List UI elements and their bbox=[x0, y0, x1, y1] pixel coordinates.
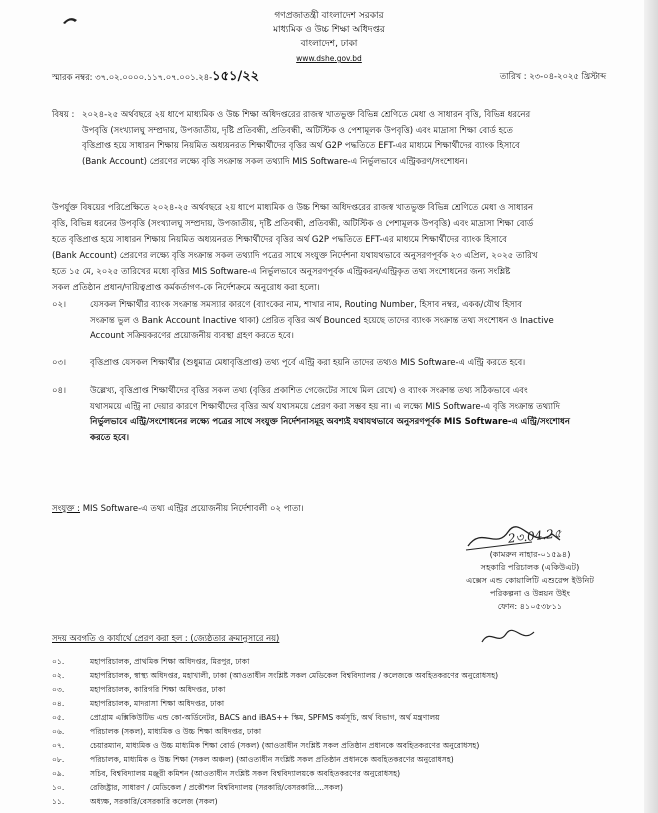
signatory-unit: এক্সেস এন্ড কোয়ালিটি এশুরেন্স ইউনিট bbox=[466, 575, 594, 585]
distribution-text: অধ্যক্ষ, সরকারি/বেসরকারি কলেজ (সকল) bbox=[90, 797, 218, 806]
distribution-heading: সদয় অবগতি ও কার্যার্থে প্রেরণ করা হল : (জ্যেষ্ঠতার ক্রমানুসারে নয়) bbox=[52, 633, 280, 643]
distribution-item bbox=[52, 712, 608, 724]
distribution-number: ০১. bbox=[52, 657, 65, 666]
point-number: ০৪। bbox=[52, 386, 67, 396]
distribution-item bbox=[52, 698, 608, 710]
distribution-number: ১১. bbox=[52, 797, 65, 806]
point-line: উল্লেখ্য, বৃত্তিপ্রাপ্ত শিক্ষার্থীদের বৃত্তির সকল তথ্য (বৃত্তির প্রকাশিত গেজেটের সাথে মিল রেখে) ও ব্যাংক সংক্রান্ত তথ্য সঠিকভাবে এবং bbox=[90, 386, 528, 396]
point-04 bbox=[90, 384, 608, 446]
distribution-number: ০৪. bbox=[52, 699, 65, 708]
distribution-item bbox=[52, 782, 608, 794]
distribution-text: পরিচালক, মাধ্যমিক ও উচ্চ শিক্ষা (সকল অঞ্চল) (আওতাধীন সংশ্লিষ্ট সকল প্রতিষ্ঠান প্রধানকে অবহিতকরণের অনুরোধসহ) bbox=[90, 755, 454, 764]
distribution-number: ০৯. bbox=[52, 769, 65, 778]
distribution-text: সচিব, বিশ্ববিদ্যালয় মঞ্জুরী কমিশন (আওতাধীন সংশ্লিষ্ট সকল বিশ্ববিদ্যালয়কে অবহিতকরণের অনুরোধসহ) bbox=[90, 769, 401, 778]
signatory-wing: পরিকল্পনা ও উন্নয়ন উইং bbox=[490, 588, 570, 598]
subject-line: বৃত্তিপ্রাপ্ত হয়ে সাধারন শিক্ষায় নিয়মিত অধ্যয়নরত শিক্ষার্থীদের বৃত্তির অর্থ G2P পদ্ধতিতে EFT-এর মাধ্যমে শিক্ষার্থীদের ব্যাংক হিসাবে bbox=[82, 141, 520, 151]
distribution-text: প্রোগ্রাম এক্সিকিউটিভ এন্ড কো-অর্ডিনেটর, BACS and iBAS++ স্কিম, SPFMS কর্মসূচি, অর্থ বিভাগ, অর্থ মন্ত্রণালয় bbox=[90, 713, 440, 722]
distribution-number: ০৫. bbox=[52, 713, 65, 722]
memo-date: তারিখ : ২৩-০৪-২০২৫ খ্রিস্টাব্দ bbox=[499, 71, 606, 81]
intro-line: হতে বৃত্তিপ্রাপ্ত হয়ে সাধারন শিক্ষায় নিয়মিত অধ্যয়নরত শিক্ষার্থীদের বৃত্তির অর্থ G2P পদ্ধতিতে EFT-এর মাধ্যমে শিক্ষার্থীদের ব্যাংক হিসাবে bbox=[52, 235, 507, 245]
distribution-text: মহাপরিচালক, কারিগরি শিক্ষা অধিদপ্তর, ঢাকা bbox=[90, 685, 226, 694]
signatory-designation: সহকারি পরিচালক (একিউএট) bbox=[480, 562, 580, 572]
distribution-text: মহাপরিচালক, স্বাস্থ্য অধিদপ্তর, মহাখালী, ঢাকা (আওতাধীন সংশ্লিষ্ট সকল মেডিকেল বিশ্ববিদ্যালয় / কলেজকে অবহিতকরণের অনুরোধসহ) bbox=[90, 671, 499, 680]
distribution-item bbox=[52, 670, 608, 682]
distribution-item bbox=[52, 726, 608, 738]
signatory-name: (কামরুন নাহার-০১৫৯৪) bbox=[489, 549, 571, 559]
intro-line: উপর্যুক্ত বিষয়ের পরিপ্রেক্ষিতে ২০২৪-২৫ অর্থবছরে ২য় ধাপে মাধ্যমিক ও উচ্চ শিক্ষা অধিদপ্তরের রাজস্ব খাতভুক্ত বিভিন্ন শ্রেণিতে মেধা ও সাধারন bbox=[52, 203, 534, 213]
distribution-item bbox=[52, 768, 608, 780]
distribution-item bbox=[52, 684, 608, 696]
point-line-bold: করতে হবে। bbox=[90, 432, 130, 443]
distribution-text: মহাপরিচালক, প্রাথমিক শিক্ষা অধিদপ্তর, মিরপুর, ঢাকা bbox=[90, 657, 250, 666]
point-line: সংক্রান্ত ভুল ও Bank Account Inactive থাকা) প্রেরিত বৃত্তির অর্থ Bounced হয়েছে তাদের ব্যাংক সংক্রান্ত তথ্য সংশোধন ও Inactive bbox=[90, 315, 554, 326]
signatory-phone: ফোন: ৪১০৫৩৮১১ bbox=[497, 601, 563, 611]
page-edge-shadow bbox=[644, 0, 658, 813]
subject-line: (Bank Account) প্রেরণের লক্ষ্যে বৃত্তি সংক্রান্ত সকল তথ্যাদি MIS Software-এ নির্ভুলভাবে এন্ট্রিকরণ/সংশোধন। bbox=[82, 156, 468, 167]
distribution-number: ০৭. bbox=[52, 741, 65, 750]
point-number: ০৩। bbox=[52, 358, 67, 368]
memo-handwritten-number: ১৫১/২২ bbox=[212, 69, 260, 84]
distribution-number: ০২. bbox=[52, 671, 65, 680]
intro-line: সকল প্রতিষ্ঠান প্রধান/দায়িত্বপ্রাপ্ত কর্মকর্তাগণ-কে নির্দেশক্রমে অনুরোধ করা হলো। bbox=[52, 283, 320, 293]
point-number: ০২। bbox=[52, 300, 67, 310]
header-government: গণপ্রজাতন্ত্রী বাংলাদেশ সরকার bbox=[274, 11, 384, 21]
distribution-number: ০৬. bbox=[52, 727, 65, 736]
point-03 bbox=[90, 356, 608, 372]
point-02 bbox=[90, 298, 608, 345]
distribution-number: ১০. bbox=[52, 783, 65, 792]
subject-text bbox=[82, 108, 608, 170]
point-line: Account সক্রিয়করণের প্রয়োজনীয় ব্যবস্থা গ্রহণ করতে হবে। bbox=[90, 331, 294, 341]
intro-paragraph bbox=[52, 200, 608, 296]
point-line: যেসকল শিক্ষার্থীর ব্যাংক সংক্রান্ত সমস্যার কারণে (ব্যাংকের নাম, শাখার নাম, Routing Number, হিসাব নম্বর, একক/যৌথ হিসাব bbox=[90, 300, 522, 310]
distribution-number: ০৩. bbox=[52, 685, 65, 694]
point-line: বৃত্তিপ্রাপ্ত যেসকল শিক্ষার্থীর (শুধুমাত্র মেধাবৃত্তিপ্রাপ্ত) তথ্য পূর্বে এন্ট্রি করা হয়নি তাদের তথ্যও MIS Software-এ এন্ট্রি করতে হবে। bbox=[90, 358, 526, 368]
enclosure bbox=[52, 502, 304, 516]
intro-line: (Bank Account) প্রেরণের লক্ষ্যে বৃত্তি সংক্রান্ত সকল তথ্যাদি পত্রের সাথে সংযুক্ত নির্দেশনা যথাযথভাবে অনুসরণপূর্বক ২৩ এপ্রিল, ২০২৫ তারিখ bbox=[52, 251, 538, 261]
header-directorate: মাধ্যমিক ও উচ্চ শিক্ষা অধিদপ্তর bbox=[273, 25, 385, 35]
memo-number bbox=[52, 67, 259, 88]
distribution-number: ০৮. bbox=[52, 755, 65, 764]
distribution-item bbox=[52, 796, 608, 808]
distribution-text: মহাপরিচালক, মাদরাসা শিক্ষা অধিদপ্তর, ঢাকা bbox=[90, 699, 225, 708]
distribution-text: রেজিষ্ট্রার, সাধারণ / মেডিকেল / প্রকৌশল বিশ্ববিদ্যালয় (সরকারি/বেসরকারি....সকল) bbox=[90, 783, 343, 792]
enclosure-label: সংযুক্ত : bbox=[52, 504, 80, 514]
distribution-text: চেয়ারম্যান, মাধ্যমিক ও উচ্চ মাধ্যমিক শিক্ষা বোর্ড (সকল) (আওতাধীন সংশ্লিষ্ট সকল প্রতিষ্ঠান প্রধানকে অবহিতকরণের অনুরোধসহ) bbox=[90, 741, 480, 750]
intro-line: বৃত্তি, বিভিন্ন ধরনের উপবৃত্তি (সংখ্যালঘু সম্প্রদায়, উপজাতীয়, দৃষ্টি প্রতিবন্ধী, প্রতিবন্ধী, অটিস্টিক ও পেশামূলক উপবৃত্তি) এবং মাদ্রাসা শিক্ষা বোর্ড bbox=[52, 219, 534, 229]
header-location: বাংলাদেশ, ঢাকা bbox=[300, 39, 358, 49]
subject-line: ২০২৪-২৫ অর্থবছরে ২য় ধাপে মাধ্যমিক ও উচ্চ শিক্ষা অধিদপ্তরের রাজস্ব খাতভুক্ত বিভিন্ন শ্রেণিতে মেধা ও সাধারন বৃত্তি, বিভিন্ন ধরনের bbox=[82, 110, 531, 120]
enclosure-text: MIS Software-এ তথ্য এন্ট্রির প্রয়োজনীয় নির্দেশাবলী ০২ পাতা। bbox=[80, 504, 304, 514]
memo-label: স্মারক নম্বর: ৩৭.০২.০০০০.১১৭.০৭.০০১.২৪- bbox=[52, 72, 213, 82]
distribution-item bbox=[52, 656, 608, 668]
initial-signature-mark bbox=[478, 626, 538, 648]
header-website-link[interactable]: www.dshe.gov.bd bbox=[296, 54, 362, 63]
subject-label: বিষয় : bbox=[52, 110, 75, 120]
point-line: যথাসময়ে এন্ট্রি না দেয়ার কারণে শিক্ষার্থীদের বৃত্তির অর্থ যথাসময়ে প্রেরণ করা সম্ভব হয় না। এ লক্ষ্যে MIS Software-এ বৃত্তি সংক্রান্ত তথ্যাদি bbox=[90, 401, 560, 412]
point-line-bold: নির্ভুলভাবে এন্ট্রি/সংশোধনের লক্ষ্যে পত্রের সাথে সংযুক্ত নির্দেশনাসমূহ অবশ্যই যথাযথভাবে অনুসরণপূর্বক MIS Software-এ এন্ট্রি/সংশোধন bbox=[90, 417, 570, 427]
signature-date: 2৩.04.2৫ bbox=[507, 526, 563, 546]
distribution-item bbox=[52, 754, 608, 766]
distribution-text: পরিচালক (সকল), মাধ্যমিক ও উচ্চ শিক্ষা অধিদপ্তর, ঢাকা bbox=[90, 727, 262, 736]
distribution-item bbox=[52, 740, 608, 752]
intro-line: হতে ১৫ মে, ২০২৫ তারিখের মধ্যে বৃত্তির MIS Software-এ নির্ভুলভাবে অনুসরণপূর্বক এন্ট্রিকরন/এন্ট্রিকৃত তথ্য সংশোধনের জন্য সংশ্লিষ্ট bbox=[52, 267, 511, 277]
subject-line: উপবৃত্তি (সংখ্যালঘু সম্প্রদায়, উপজাতীয়, দৃষ্টি প্রতিবন্ধী, প্রতিবন্ধী, অটিস্টিক ও পেশামূলক উপবৃত্তি) এবং মাদ্রাসা শিক্ষা বোর্ড হতে bbox=[82, 125, 513, 136]
